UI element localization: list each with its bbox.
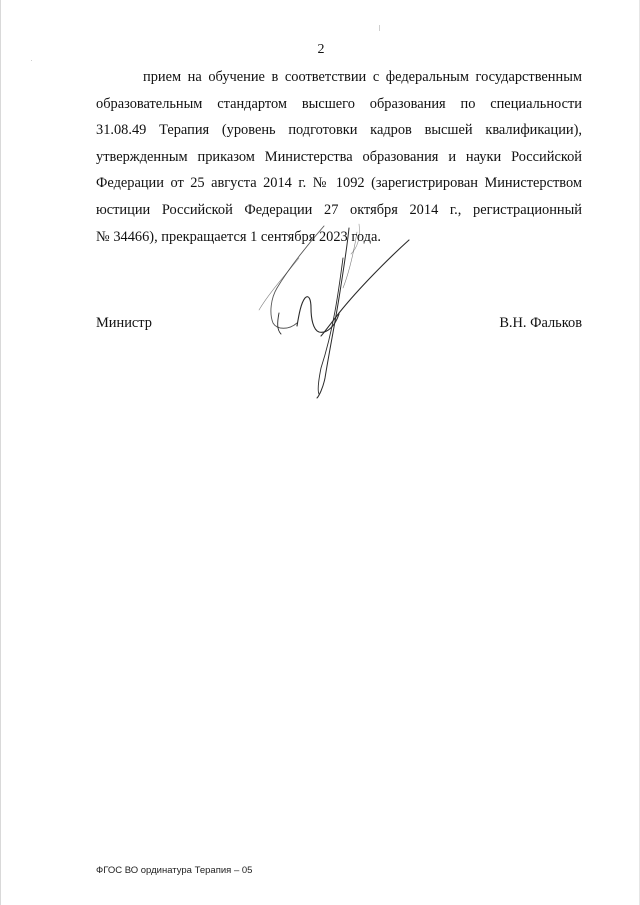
body-line: № 34466), прекращается 1 сентября 2023 года. bbox=[96, 228, 381, 245]
handwritten-signature bbox=[239, 218, 429, 408]
signer-name: В.Н. Фальков bbox=[499, 315, 582, 331]
scan-speck bbox=[31, 60, 32, 61]
body-line: 31.08.49 Терапия (уровень подготовки кадров высшей квалификации), bbox=[96, 122, 582, 139]
signer-title: Министр bbox=[96, 315, 152, 331]
body-line: образовательным стандартом высшего образования по специальности bbox=[96, 95, 582, 112]
page-number: 2 bbox=[317, 42, 325, 57]
footer-document-code: ФГОС ВО ординатура Терапия – 05 bbox=[96, 865, 253, 876]
body-line: прием на обучение в соответствии с федеральным государственным bbox=[143, 69, 582, 85]
scan-speck bbox=[379, 25, 380, 31]
body-line: Федерации от 25 августа 2014 г. № 1092 (зарегистрирован Министерством bbox=[96, 175, 582, 192]
body-line: юстиции Российской Федерации 27 октября 2014 г., регистрационный bbox=[96, 201, 582, 218]
body-line: утвержденным приказом Министерства образования и науки Российской bbox=[96, 148, 582, 165]
